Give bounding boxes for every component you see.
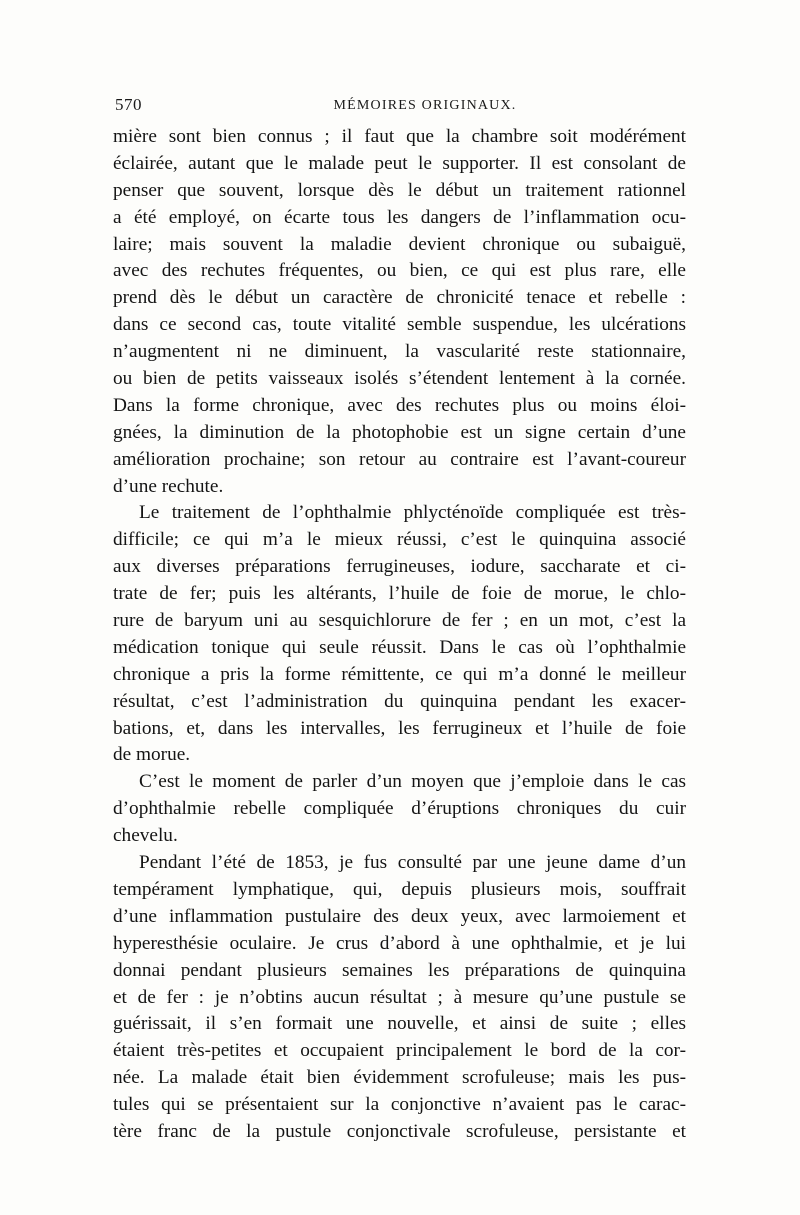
text-line: donnai pendant plusieurs semaines les préparations de quinquina [113,959,686,981]
text-line: bations, et, dans les intervalles, les ferrugineux et l’huile de foie [113,717,686,739]
text-line: médication tonique qui seule réussit. Dans le cas où l’ophthalmie [113,636,686,658]
text-line: guérissait, il s’en formait une nouvelle, et ainsi de suite ; elles [113,1013,686,1035]
text-line: n’augmentent ni ne diminuent, la vascularité reste stationnaire, [113,341,686,363]
text-line: difficile; ce qui m’a le mieux réussi, c’est le quinquina associé [113,529,686,551]
text-line: chronique a pris la forme rémittente, ce qui m’a donné le meilleur [113,663,686,685]
text-line: tempérament lymphatique, qui, depuis plusieurs mois, souffrait [113,878,686,900]
text-line: née. La malade était bien évidemment scrofuleuse; mais les pus- [113,1067,686,1089]
page-header [113,95,688,119]
text-line: chevelu. [113,825,178,847]
text-line: mière sont bien connus ; il faut que la chambre soit modérément [113,126,686,147]
text-line: gnées, la diminution de la photophobie est un signe certain d’une [113,421,686,443]
text-line: ou bien de petits vaisseaux isolés s’étendent lentement à la cornée. [113,368,686,390]
running-title: MÉMOIRES ORIGINAUX. [333,98,517,113]
text-line: d’une inflammation pustulaire des deux yeux, avec larmoiement et [113,905,686,927]
text-line: dans ce second cas, toute vitalité semble suspendue, les ulcérations [113,314,686,336]
text-line: laire; mais souvent la maladie devient chronique ou subaiguë, [113,233,686,255]
text-line: trate de fer; puis les altérants, l’huile de foie de morue, le chlo- [113,583,686,605]
text-line: éclairée, autant que le malade peut le supporter. Il est consolant de [113,152,686,174]
text-line: tère franc de la pustule conjonctivale scrofuleuse, persistante et [113,1120,686,1142]
text-line: aux diverses préparations ferrugineuses, iodure, saccharate et ci- [113,556,686,578]
text-line: résultat, c’est l’administration du quinquina pendant les exacer- [113,690,686,712]
text-line: Dans la forme chronique, avec des rechutes plus ou moins éloi- [113,394,686,416]
text-line: prend dès le début un caractère de chronicité tenace et rebelle : [113,287,686,309]
text-line: amélioration prochaine; son retour au contraire est l’avant-coureur [113,448,686,470]
text-line: avec des rechutes fréquentes, ou bien, ce qui est plus rare, elle [113,260,686,282]
text-line: de morue. [113,744,191,766]
text-line: tules qui se présentaient sur la conjonctive n’avaient pas le carac- [113,1094,686,1116]
text-line: d’ophthalmie rebelle compliquée d’éruptions chroniques du cuir [113,798,686,820]
text-line: hyperesthésie oculaire. Je crus d’abord à une ophthalmie, et je lui [113,932,686,954]
text-line: et de fer : je n’obtins aucun résultat ; à mesure qu’une pustule se [113,986,686,1008]
page-number: 570 [115,95,142,114]
text-line: étaient très-petites et occupaient principalement le bord de la cor- [113,1040,686,1062]
text-line: rure de baryum uni au sesquichlorure de fer ; en un mot, c’est la [113,610,686,632]
text-line: d’une rechute. [113,475,224,497]
paragraph-start-line: Le traitement de l’ophthalmie phlycténoïde compliquée est très- [139,502,686,524]
paragraph-start-line: Pendant l’été de 1853, je fus consulté par une jeune dame d’un [139,852,686,874]
text-line: a été employé, on écarte tous les dangers de l’inflammation ocu- [113,206,686,228]
text-line: penser que souvent, lorsque dès le début un traitement rationnel [113,179,686,201]
paragraph-start-line: C’est le moment de parler d’un moyen que j’emploie dans le cas [139,771,686,793]
body-text [113,124,686,1146]
